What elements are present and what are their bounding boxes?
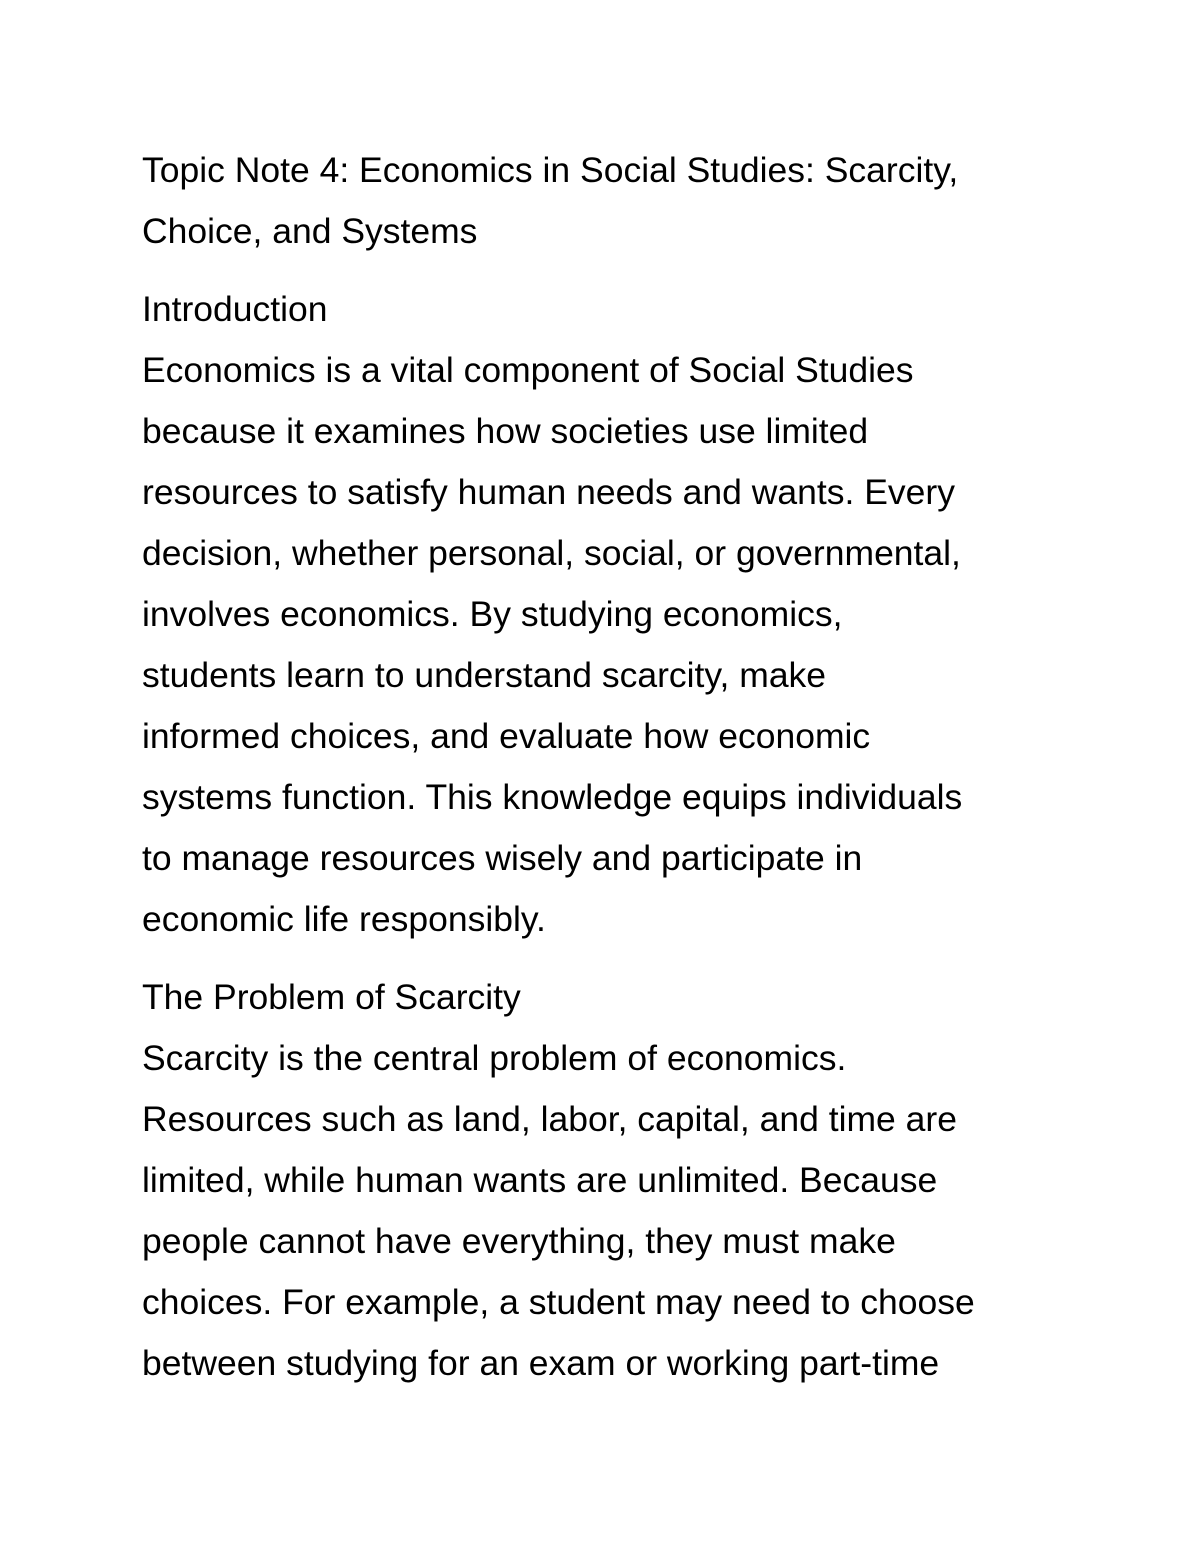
paragraph-line: informed choices, and evaluate how economic [142,716,871,756]
paragraph-line: resources to satisfy human needs and wants. Every [142,472,955,512]
section-problem-of-scarcity [142,967,1072,1394]
paragraph-line: decision, whether personal, social, or governmental, [142,533,961,573]
paragraph-line: involves economics. By studying economics, [142,594,843,634]
title-line: Topic Note 4: Economics in Social Studies: Scarcity, [142,150,959,190]
paragraph-gap [142,950,1072,967]
title-line: Choice, and Systems [142,211,478,251]
paragraph-line: because it examines how societies use limited [142,411,869,451]
paragraph-gap [142,262,1072,279]
paragraph-line: Resources such as land, labor, capital, and time are [142,1099,957,1139]
document-body [142,140,1072,1394]
document-title [142,140,1072,262]
paragraph-line: people cannot have everything, they must make [142,1221,896,1261]
section-introduction [142,279,1072,950]
paragraph-line: choices. For example, a student may need to choose [142,1282,975,1322]
paragraph-line: economic life responsibly. [142,899,546,939]
paragraph-line: systems function. This knowledge equips individuals [142,777,963,817]
paragraph-line: between studying for an exam or working part-time [142,1343,940,1383]
section-heading: The Problem of Scarcity [142,977,521,1017]
paragraph-line: Economics is a vital component of Social Studies [142,350,914,390]
section-heading: Introduction [142,289,328,329]
paragraph-line: to manage resources wisely and participate in [142,838,863,878]
paragraph-line: limited, while human wants are unlimited. Because [142,1160,938,1200]
paragraph-line: Scarcity is the central problem of economics. [142,1038,847,1078]
paragraph-line: students learn to understand scarcity, make [142,655,827,695]
